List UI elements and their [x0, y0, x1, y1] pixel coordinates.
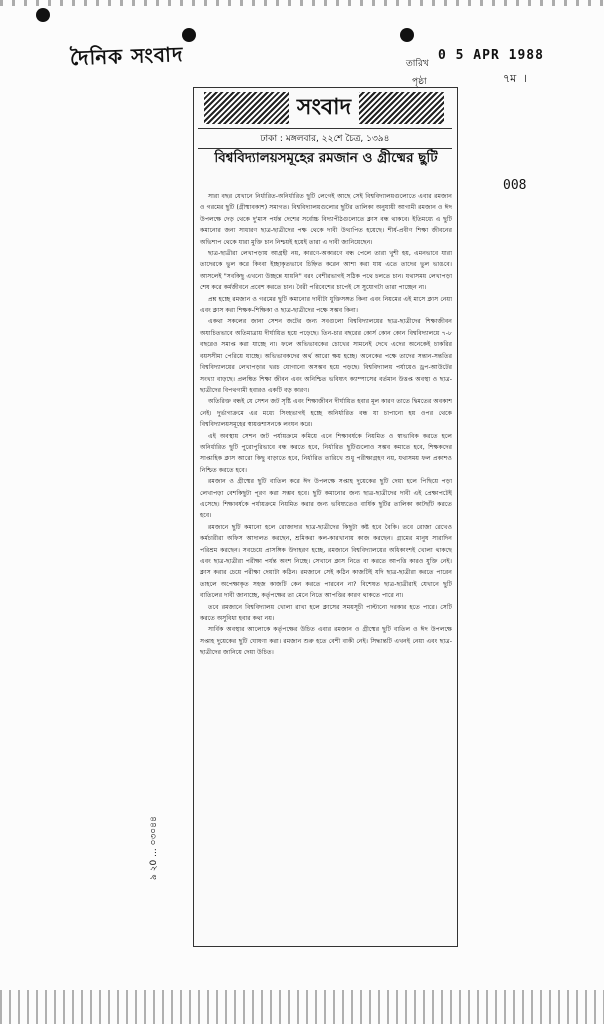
scan-edge-noise-top — [0, 0, 604, 6]
article-paragraph: অতিরিক্ত বন্ধই যে সেশন জট সৃষ্টি এবং শিক্ষাজীবন দীর্ঘায়িত হবার মূল কারণ তাতে দ্বিমতের অবকাশ নেই। দুর্ভাগ্যক্রমে এর মধ্যে সিংহভাগই হচ্ছে অনির্ধারিত বন্ধ যা চাপানো হয় ওপর থেকে বিশ্ববিদ্যালয়সমূহের স্বায়ত্তশাসনকে লংঘন করে। — [200, 398, 452, 429]
article-paragraph: রমজান ও গ্রীষ্মের ছুটি বাতিল করে ঈদ উপলক্ষে সপ্তাহ দুয়েকের ছুটি দেয়া হলে পিছিয়ে পড়া লেখাপড়া বেশকিছুটা পূরণ করা সম্ভব হবে। ছুটি কমানোর জন্য ছাত্র-ছাত্রীদের দাবী এই প্রেক্ষাপটেই এসেছে। শিক্ষাবর্ষকে পর্যায়ক্রমে নিয়মিত করার জন্য ভবিষ্যতেও বার্ষিক ছুটির তালিকা কাটছাঁট করতে হবে। — [200, 478, 452, 520]
article-paragraph: রমজানে ছুটি কমানো হলে রোজাদার ছাত্র-ছাত্রীদের কিছুটা কষ্ট হবে বৈকি। তবে রোজা রেখেও কর্মচারীরা অফিস আদালত করছেন, শ্রমিকরা কল-কারখানায় কাজ করছেন। গ্রামের মানুষ সারাদিন পরিশ্রম করছেন। সবচেয়ে প্রাসঙ্গিক উদাহরণ হচ্ছে, রমজানে বিশ্ববিদ্যালয়ের অধিকাংশই খোলা থাকছে এবং ছাত্র-ছাত্রীরা পরীক্ষা পর্যন্ত অংশ নিচ্ছে। সেখানে ক্লাস নিতে বা করতে আপত্তি কারও যুক্তি নেই। ক্লাস করার চেয়ে পরীক্ষা দেয়াটা কঠিন। রমজানে সেই কঠিন কাজটিই যদি ছাত্র-ছাত্রীরা করতে পারেন তাহলে অপেক্ষাকৃত সহজ কাজটি কেন করতে পারবেন না? বিশেষত ছাত্র-ছাত্রীরাই যেখানে ছুটি বাতিলের দাবী জানাচ্ছে, কর্তৃপক্ষের তা মেনে নিতে আপত্তির কারণ থাকতে পারে না। — [200, 523, 452, 600]
dateline: ঢাকা : মঙ্গলবার, ২২শে চৈত্র, ১৩৯৪ — [198, 128, 452, 149]
article-paragraph: সারা বছর যেখানে নির্ধারিত-অনির্ধারিত ছুটি লেগেই আছে সেই বিশ্ববিদ্যালয়গুলোতে এবার রমজান ও গরমের ছুটি (গ্রীষ্মাবকাশ) সমাগত। বিশ্ববিদ্যালয়গুলোর ছুটির তালিকা অনুযায়ী আগামী রমজান ও ঈদ উপলক্ষে দেড় থেকে দু'মাস পর্যন্ত দেশের সর্বোচ্চ বিদ্যাপীঠগুলোতে ক্লাস বন্ধ থাকবে। ইতিমধ্যে এ ছুটি কমানোর জন্য সাধারণ ছাত্র-ছাত্রীদের পক্ষ থেকে দাবী উত্থাপিত হয়েছে। শীর্ষ-প্রবীণ শিক্ষা জীবনের অভিশাপ থেকে যারা মুক্তি চান নিশ্চয়ই হয়েই তারা এ দাবী জানিয়েছেন। — [200, 193, 452, 246]
date-label: তারিখ — [406, 59, 429, 69]
newspaper-name-handwritten: দৈনিক সংবাদ — [69, 42, 184, 70]
article-paragraph: প্রশ্ন হচ্ছে রমজান ও গরমের ছুটি কমানোর দাবীটা যুক্তিসঙ্গত কিনা এবং নিয়মের এই মাসে ক্লাস নেয়া এবং ক্লাস করা শিক্ষক-শিক্ষিকা ও ছাত্র-ছাত্রীদের পক্ষে সম্ভব কিনা। — [200, 295, 452, 315]
punch-hole-right — [400, 28, 414, 42]
page-label: পৃষ্ঠা — [412, 77, 427, 87]
masthead — [204, 92, 444, 124]
article-body — [200, 191, 452, 659]
date-stamp: 0 5 APR 1988 — [438, 48, 544, 63]
page-number: ৭ম । — [503, 72, 527, 85]
article-paragraph: সার্বিক অবস্থার আলোকে কর্তৃপক্ষের উচিত এবার রমজান ও গ্রীষ্মের ছুটি বাতিল ও ঈদ উপলক্ষে সপ্তাহ দুয়েকের ছুটি ঘোষণা করা। রমজান শুরু হতে বেশী বাকী নেই। সিদ্ধান্তটি এখনই নেয়া এবং ছাত্র-ছাত্রীদের জানিয়ে দেয়া উচিত। — [200, 626, 452, 657]
masthead-title: সংবাদ — [289, 90, 359, 127]
article-paragraph: ছাত্র-ছাত্রীরা লেখাপড়ায় আগ্রহী নয়, কারণে-অকারণে বন্ধ পেলে তারা খুশী হয়, এমনভাবে যারা তাদেরকে ভুল করে কিংবা ইচ্ছাকৃতভাবে চিহ্নিত করেন আশা করা যায় এতে তাদের ভুল ভাঙবে। আসলেই "সবকিছু এখনো উচ্ছন্নে যায়নি" বরং বেশীরভাগই সঠিক পথে চলতে চান। যথাসময় লেখাপড়া শেষ করে কর্মজীবনে প্রবেশ করতে চান। বৈরী পরিবেশের চাপেই সে সুযোগটা তারা পাচ্ছেন না। — [200, 250, 452, 292]
article-paragraph: তবে রমজানে বিশ্ববিদ্যালয় খোলা রাখা হলে ক্লাসের সময়সূচী পাল্টানো দরকার হতে পারে। সেটি করতে অসুবিধা হবার কথা নয়। — [200, 603, 452, 623]
punch-hole-left — [36, 8, 50, 22]
scan-edge-noise-bottom — [0, 990, 604, 1024]
punch-hole-center — [182, 28, 196, 42]
article-paragraph: একথা সকলের জানা সেশন জটের জন্য সবগুলো বিশ্ববিদ্যালয়ের ছাত্র-ছাত্রীদের শিক্ষাজীবন অযাচিতভাবে অতিমাত্রায় দীর্ঘায়িত হয়ে পড়েছে। তিন-চার বছরের কোর্স কোন কোন বিশ্ববিদ্যালয়ে ৭-৮ বছরেও সমাপ্ত করা যাচ্ছে না। ফলে অভিভাবকের চোখের সামনেই দেখে এদের অনেকেই চাকরির বয়সসীমা পেরিয়ে যাচ্ছে। অভিভাবকদের অর্থ আরো ক্ষয় হচ্ছে। অনেকের পক্ষে তাদের সন্তান-সন্ততির বিশ্ববিদ্যালয়ের লেখাপড়ার খরচ যোগানো অসম্ভব হয়ে পড়ছে। বিশ্ববিদ্যালয় পর্যায়েও ড্রপ-আউটের সংখ্যা বাড়ছে। প্রলম্বিত শিক্ষা জীবন এবং অনিশ্চিত ভবিষ্যৎ ক্যাম্পাসের বর্তমান উত্তপ্ত অবস্থা ও ছাত্র-ছাত্রীদের বিপথগামী হবারও একটি বড় কারণ। — [200, 318, 452, 394]
article-headline: বিশ্ববিদ্যালয়সমূহের রমজান ও গ্রীষ্মের ছুটি — [214, 150, 438, 166]
newspaper-clipping — [193, 87, 458, 947]
vertical-archive-code: ৯ ২0 ... ০৩০৪৪ — [149, 816, 159, 880]
archive-number: 008 — [503, 178, 527, 193]
article-paragraph: এই অবস্থায় সেশন জট পর্যায়ক্রমে কমিয়ে এনে শিক্ষাবর্ষকে নিয়মিত ও স্বাভাবিক করতে হলে অনির্ধারিত ছুটি পুরোপুরিভাবে বন্ধ করতে হবে, নির্ধারিত ছুটিগুলোও সম্ভব কমাতে হবে, শিক্ষকদের সাপ্তাহিক ক্লাস আরো কিছু বাড়াতে হবে, নির্ধারিত তারিখে শুধু পরীক্ষাগ্রহণ নয়, যথাসময় ফল প্রকাশও নিশ্চিত করতে হবে। — [200, 432, 452, 474]
